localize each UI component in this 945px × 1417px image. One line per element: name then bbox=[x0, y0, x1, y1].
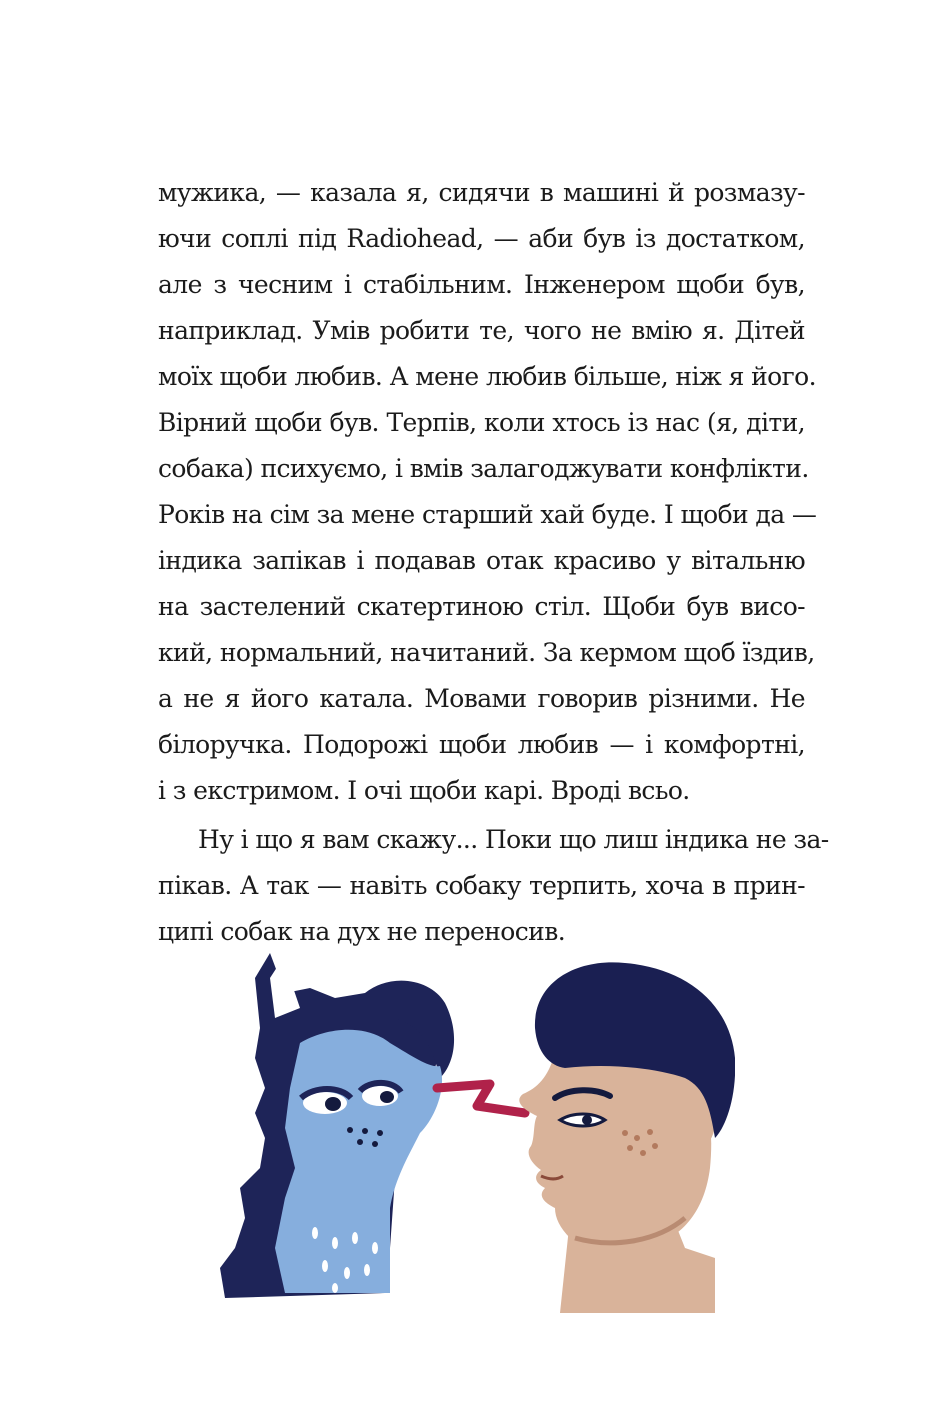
dog-figure bbox=[220, 953, 454, 1298]
text-line: ючи соплі під Radiohead, — аби був із достатком, bbox=[158, 224, 805, 253]
text-line: індика запікав і подавав отак красиво у вітальню bbox=[158, 546, 805, 575]
text-line: наприклад. Умів робити те, чого не вмію я. Дітей bbox=[158, 316, 805, 345]
dog-pupil-right bbox=[380, 1091, 394, 1103]
text-line: кий, нормальний, начитаний. За кермом щоб їздив, bbox=[158, 638, 815, 667]
dog-and-man-illustration bbox=[215, 948, 735, 1313]
text-line: собака) психуємо, і вмів залагоджувати конфлікти. bbox=[158, 454, 809, 483]
body-text bbox=[158, 170, 829, 955]
man-pupil bbox=[582, 1115, 592, 1125]
text-line: білоручка. Подорожі щоби любив — і комфортні, bbox=[158, 730, 805, 759]
zigzag-line bbox=[437, 1084, 525, 1113]
text-line: пікав. А так — навіть собаку терпить, хоча в прин- bbox=[158, 871, 805, 900]
text-line: Років на сім за мене старший хай буде. І щоби да — bbox=[158, 500, 817, 529]
text-line: Вірний щоби був. Терпів, коли хтось із нас (я, діти, bbox=[158, 408, 805, 437]
dog-light-fur bbox=[275, 1030, 442, 1293]
dog-pupil-left bbox=[325, 1097, 341, 1111]
man-figure bbox=[519, 962, 735, 1313]
text-line: на застелений скатертиною стіл. Щоби був висо- bbox=[158, 592, 805, 621]
text-line: але з чесним і стабільним. Інженером щоби був, bbox=[158, 270, 805, 299]
text-line: моїх щоби любив. А мене любив більше, ніж я його. bbox=[158, 362, 816, 391]
text-line: і з екстримом. І очі щоби карі. Вроді всьо. bbox=[158, 776, 690, 805]
text-line: ципі собак на дух не переносив. bbox=[158, 917, 566, 946]
text-line: Ну і що я вам скажу... Поки що лиш індика не за- bbox=[198, 825, 829, 854]
text-line: мужика, — казала я, сидячи в машині й розмазу- bbox=[158, 178, 805, 207]
text-line: а не я його катала. Мовами говорив різними. Не bbox=[158, 684, 805, 713]
